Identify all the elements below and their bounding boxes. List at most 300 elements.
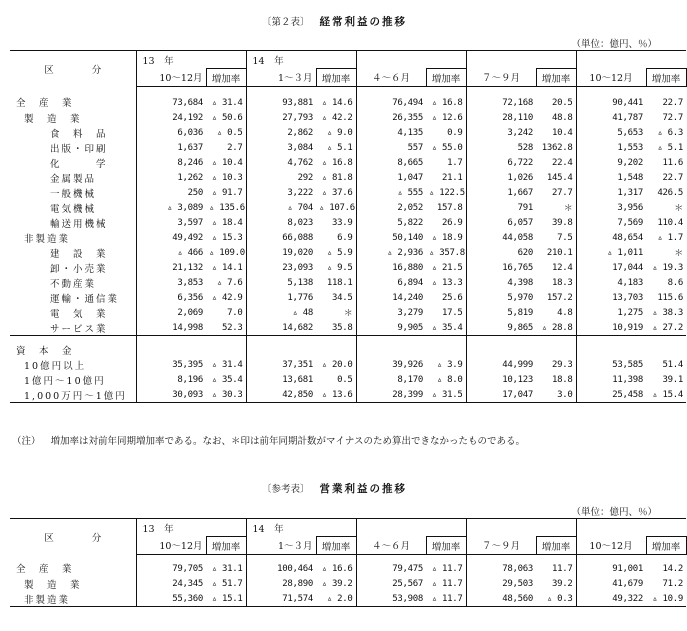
col1-year: 13 年 — [136, 519, 206, 537]
rate-cell: ＊ — [674, 249, 683, 259]
ref-title: 営業利益の推移 — [319, 483, 407, 495]
value-cell: ▵ 2,936 — [356, 245, 426, 260]
value-cell: 13,681 — [246, 372, 316, 387]
rate-cell: ▵ 107.6 — [319, 202, 355, 213]
value-cell: 76,494 — [356, 87, 426, 111]
rate-cell: ▵ 0.5 — [216, 127, 243, 138]
row-label: 化 学 — [50, 158, 108, 170]
value-cell: 1,047 — [356, 170, 426, 185]
rate-cell: 8.6 — [667, 277, 683, 288]
value-cell: 17,047 — [466, 387, 536, 403]
rate-header: 増加率 — [206, 537, 246, 555]
value-cell: 48,560 — [466, 591, 536, 607]
value-cell: 3,279 — [356, 305, 426, 320]
rate-cell: ▵ 11.7 — [426, 591, 466, 607]
rate-cell: ▵ 12.6 — [431, 112, 463, 123]
row-label: 製 造 業 — [24, 113, 82, 125]
value-cell: 9,202 — [576, 155, 646, 170]
value-cell: 1,275 — [576, 305, 646, 320]
col3-period: ４～６月 — [356, 69, 426, 87]
row-label: 全 産 業 — [16, 564, 74, 576]
value-cell: 90,441 — [576, 87, 646, 111]
value-cell: 14,682 — [246, 320, 316, 336]
row-label: 輸送用機械 — [50, 218, 108, 230]
rate-cell: ▵ 9.5 — [326, 262, 353, 273]
rate-cell: 22.4 — [552, 157, 573, 168]
rate-cell: 29.3 — [552, 359, 573, 370]
value-cell: 6,722 — [466, 155, 536, 170]
rate-cell: ▵ 15.1 — [206, 591, 246, 607]
rate-cell: 6.9 — [337, 232, 353, 243]
rate-cell: ▵ 1.7 — [657, 232, 683, 243]
value-cell: 4,183 — [576, 275, 646, 290]
rate-cell: ▵ 35.4 — [211, 374, 243, 385]
value-cell: 620 — [466, 245, 536, 260]
rate-cell: ▵ 28.8 — [541, 322, 573, 333]
col2-period: 1～３月 — [246, 69, 316, 87]
ref-tag: 〔参考表〕 — [261, 484, 310, 495]
row-label: 電気機械 — [50, 203, 97, 215]
note-text: 増加率は対前年同期増加率である。なお、＊印は前年同期計数がマイナスのため算出できなかったものである。 — [50, 436, 525, 447]
value-cell: 41,679 — [576, 576, 646, 591]
rate-cell: ▵ 135.6 — [209, 202, 245, 213]
value-cell: 3,956 — [576, 200, 646, 215]
table-row — [10, 372, 686, 387]
value-cell: 11,398 — [576, 372, 646, 387]
value-cell: 79,475 — [356, 555, 426, 577]
table-row — [10, 215, 686, 230]
rate-header: 増加率 — [536, 69, 576, 87]
value-cell: 24,345 — [136, 576, 206, 591]
value-cell: ▵ 466 — [136, 245, 206, 260]
value-cell: 53,585 — [576, 357, 646, 372]
rate-cell: 145.4 — [546, 172, 573, 183]
rate-cell: ▵ 11.7 — [431, 578, 463, 589]
rate-cell: 1.7 — [447, 157, 463, 168]
rate-cell: 11.6 — [662, 157, 683, 168]
rate-cell: 71.2 — [662, 578, 683, 589]
value-cell: 53,908 — [356, 591, 426, 607]
rate-cell: ▵ 51.7 — [211, 578, 243, 589]
value-cell: 8,023 — [246, 215, 316, 230]
rate-header: 増加率 — [316, 69, 356, 87]
rate-cell: ▵ 35.4 — [431, 322, 463, 333]
rate-header: 増加率 — [536, 537, 576, 555]
table2-note — [12, 433, 535, 447]
rate-cell: 157.2 — [546, 292, 573, 303]
ref-unit: （単位：億円、％） — [571, 507, 657, 518]
rate-header: 増加率 — [316, 537, 356, 555]
rate-cell: 48.8 — [552, 112, 573, 123]
rate-header: 増加率 — [426, 537, 466, 555]
rate-cell: 110.4 — [657, 217, 683, 228]
table-row — [10, 320, 686, 336]
row-label: 卸・小売業 — [50, 263, 108, 275]
rate-cell: ▵ 8.0 — [436, 374, 463, 385]
table-row — [10, 576, 686, 591]
rate-cell: 0.9 — [447, 127, 463, 138]
rate-cell: 22.7 — [662, 97, 683, 108]
value-cell: 71,574 — [246, 591, 316, 607]
table-row — [10, 305, 686, 320]
rate-cell: 0.5 — [337, 374, 353, 385]
rate-cell: 3.0 — [536, 387, 576, 403]
value-cell: ▵ 555 — [356, 185, 426, 200]
table2-tag: 〔第２表〕 — [261, 17, 310, 28]
capital-label: 資 本 金 — [10, 336, 136, 358]
table2 — [10, 50, 687, 403]
value-cell: 49,492 — [136, 230, 206, 245]
value-cell: 9,865 — [466, 320, 536, 336]
value-cell: 35,395 — [136, 357, 206, 372]
value-cell: 3,597 — [136, 215, 206, 230]
value-cell: 16,765 — [466, 260, 536, 275]
rate-cell: ▵ 6.3 — [657, 127, 683, 138]
value-cell: 23,093 — [246, 260, 316, 275]
value-cell: 50,140 — [356, 230, 426, 245]
rate-cell: 51.4 — [662, 359, 683, 370]
value-cell: 21,132 — [136, 260, 206, 275]
table-row — [10, 357, 686, 372]
table-row — [10, 87, 686, 111]
row-label: 不動産業 — [50, 278, 97, 290]
table-row — [10, 555, 686, 577]
row-label: 建 設 業 — [50, 248, 108, 260]
col2-year: 14 年 — [246, 519, 316, 537]
col2-period: 1～３月 — [246, 537, 316, 555]
value-cell: 14,240 — [356, 290, 426, 305]
value-cell: 4,762 — [246, 155, 316, 170]
col3-period: ４～６月 — [356, 537, 426, 555]
rate-cell: ▵ 122.5 — [429, 187, 465, 198]
table-row — [10, 110, 686, 125]
rate-cell: ▵ 10.4 — [211, 157, 243, 168]
rate-cell: 52.3 — [222, 322, 243, 333]
rate-cell: ▵ 27.2 — [652, 322, 683, 333]
value-cell: 39,926 — [356, 357, 426, 372]
rate-cell: ▵ 14.1 — [211, 262, 243, 273]
row-label: 10億円以上 — [24, 360, 87, 372]
value-cell: 66,088 — [246, 230, 316, 245]
value-cell: 24,192 — [136, 110, 206, 125]
value-cell: 25,458 — [576, 387, 646, 403]
value-cell: 16,880 — [356, 260, 426, 275]
value-cell: 4,135 — [356, 125, 426, 140]
rate-cell: ▵ 20.0 — [321, 359, 353, 370]
rate-cell: 426.5 — [657, 187, 683, 198]
rate-cell: ＊ — [674, 204, 683, 214]
ref-title-block — [0, 481, 669, 496]
rate-header: 増加率 — [646, 537, 686, 555]
rate-cell: ▵ 15.4 — [646, 387, 686, 403]
value-cell: 55,360 — [136, 591, 206, 607]
value-cell: 7,569 — [576, 215, 646, 230]
table-row — [10, 125, 686, 140]
value-cell: 4,398 — [466, 275, 536, 290]
rate-cell: ▵ 18.9 — [431, 232, 463, 243]
rate-cell: ▵ 10.3 — [211, 172, 243, 183]
value-cell: 42,850 — [246, 387, 316, 403]
value-cell: 6,894 — [356, 275, 426, 290]
table-row — [10, 170, 686, 185]
value-cell: 8,196 — [136, 372, 206, 387]
value-cell: 8,665 — [356, 155, 426, 170]
value-cell: 1,262 — [136, 170, 206, 185]
value-cell: 5,653 — [576, 125, 646, 140]
rate-cell: ▵ 50.6 — [211, 112, 243, 123]
rate-cell: 118.1 — [326, 277, 353, 288]
value-cell: 9,905 — [356, 320, 426, 336]
value-cell: 93,881 — [246, 87, 316, 111]
value-cell: 6,057 — [466, 215, 536, 230]
value-cell: 28,399 — [356, 387, 426, 403]
value-cell: 5,819 — [466, 305, 536, 320]
rate-cell: 7.5 — [557, 232, 573, 243]
table-row — [10, 200, 686, 215]
rate-cell: ▵ 91.7 — [211, 187, 243, 198]
value-cell: 5,970 — [466, 290, 536, 305]
rate-cell: ▵ 5.9 — [326, 247, 353, 258]
value-cell: 1,637 — [136, 140, 206, 155]
rate-cell: ▵ 18.4 — [211, 217, 243, 228]
value-cell: 8,170 — [356, 372, 426, 387]
rate-cell: 17.5 — [442, 307, 463, 318]
rate-cell: ▵ 42.2 — [321, 112, 353, 123]
value-cell: 28,890 — [246, 576, 316, 591]
rate-cell: ▵ 3.9 — [436, 359, 463, 370]
rate-cell: 72.7 — [662, 112, 683, 123]
col1-period: 10～12月 — [136, 537, 206, 555]
rate-cell: 7.0 — [227, 307, 243, 318]
row-label: 非製造業 — [10, 591, 136, 607]
value-cell: 292 — [246, 170, 316, 185]
value-cell: 17,044 — [576, 260, 646, 275]
value-cell: 3,242 — [466, 125, 536, 140]
rate-cell: ▵ 21.5 — [431, 262, 463, 273]
rate-cell: 22.7 — [662, 172, 683, 183]
rate-cell: 34.5 — [332, 292, 353, 303]
rate-cell: 21.1 — [442, 172, 463, 183]
table-row — [10, 185, 686, 200]
value-cell: 19,020 — [246, 245, 316, 260]
table-row — [10, 275, 686, 290]
table-row — [10, 245, 686, 260]
value-cell: 44,999 — [466, 357, 536, 372]
table-row — [10, 387, 686, 403]
rate-cell: 11.7 — [552, 563, 573, 574]
value-cell: ▵ 1,011 — [576, 245, 646, 260]
rate-cell: ▵ 81.8 — [321, 172, 353, 183]
rate-cell: ▵ 15.3 — [211, 232, 243, 243]
rate-cell: ▵ 357.8 — [429, 247, 465, 258]
category-header: 区 分 — [10, 51, 136, 87]
rate-cell: 18.8 — [552, 374, 573, 385]
value-cell: 44,058 — [466, 230, 536, 245]
rate-cell: ▵ 55.0 — [431, 142, 463, 153]
row-label: 製 造 業 — [24, 579, 82, 591]
rate-cell: 4.8 — [557, 307, 573, 318]
table-row — [10, 155, 686, 170]
rate-cell: ▵ 5.1 — [326, 142, 353, 153]
value-cell: 78,063 — [466, 555, 536, 577]
rate-cell: ▵ 38.3 — [652, 307, 683, 318]
rate-cell: ▵ 13.3 — [431, 277, 463, 288]
rate-cell: 2.7 — [227, 142, 243, 153]
value-cell: 6,036 — [136, 125, 206, 140]
rate-cell: 25.6 — [442, 292, 463, 303]
col5-period: 10～12月 — [576, 537, 646, 555]
value-cell: 1,776 — [246, 290, 316, 305]
rate-cell: ▵ 11.7 — [431, 563, 463, 574]
rate-cell: ▵ 30.3 — [206, 387, 246, 403]
value-cell: 250 — [136, 185, 206, 200]
value-cell: 2,069 — [136, 305, 206, 320]
value-cell: 73,684 — [136, 87, 206, 111]
rate-cell: ▵ 109.0 — [209, 247, 245, 258]
value-cell: 30,093 — [136, 387, 206, 403]
rate-cell: ▵ 31.1 — [211, 563, 243, 574]
value-cell: 91,001 — [576, 555, 646, 577]
rate-cell: 18.3 — [552, 277, 573, 288]
rate-cell: ▵ 31.4 — [211, 97, 243, 108]
rate-cell: 12.4 — [552, 262, 573, 273]
row-label: 運輸・通信業 — [50, 293, 120, 305]
value-cell: 41,787 — [576, 110, 646, 125]
value-cell: 100,464 — [246, 555, 316, 577]
row-label: 全 産 業 — [16, 98, 74, 110]
value-cell: 1,553 — [576, 140, 646, 155]
rate-cell: ▵ 0.3 — [536, 591, 576, 607]
value-cell: 6,356 — [136, 290, 206, 305]
value-cell: 10,919 — [576, 320, 646, 336]
rate-cell: ▵ 37.6 — [321, 187, 353, 198]
rate-cell: ▵ 2.0 — [316, 591, 356, 607]
rate-cell: ▵ 16.8 — [321, 157, 353, 168]
rate-cell: ▵ 19.3 — [652, 262, 683, 273]
table2-title-block — [0, 14, 669, 29]
value-cell: 72,168 — [466, 87, 536, 111]
value-cell: 3,084 — [246, 140, 316, 155]
value-cell: 14,998 — [136, 320, 206, 336]
rate-cell: 20.5 — [552, 97, 573, 108]
rate-cell: ▵ 31.5 — [426, 387, 466, 403]
value-cell: 1,317 — [576, 185, 646, 200]
table-row — [10, 140, 686, 155]
rate-cell: ▵ 42.9 — [211, 292, 243, 303]
value-cell: ▵ 3,089 — [136, 200, 206, 215]
value-cell: 29,503 — [466, 576, 536, 591]
col4-period: ７～９月 — [466, 69, 536, 87]
value-cell: 1,667 — [466, 185, 536, 200]
row-label: 1,000万円～1億円 — [10, 387, 136, 403]
value-cell: 5,138 — [246, 275, 316, 290]
table-row — [10, 591, 686, 607]
rate-cell: ▵ 9.0 — [326, 127, 353, 138]
table2-title: 経常利益の推移 — [319, 16, 407, 28]
rate-header: 増加率 — [206, 69, 246, 87]
table-row — [10, 230, 686, 245]
col4-period: ７～９月 — [466, 537, 536, 555]
row-label: 1億円～10億円 — [24, 375, 106, 387]
value-cell: 528 — [466, 140, 536, 155]
value-cell: ▵ 704 — [246, 200, 316, 215]
value-cell: 26,355 — [356, 110, 426, 125]
rate-cell: 14.2 — [662, 563, 683, 574]
note-label: （注） — [12, 436, 41, 447]
value-cell: 1,026 — [466, 170, 536, 185]
rate-cell: ▵ 14.6 — [321, 97, 353, 108]
value-cell: 49,322 — [576, 591, 646, 607]
value-cell: 557 — [356, 140, 426, 155]
rate-cell: ▵ 16.6 — [321, 563, 353, 574]
table-row — [10, 260, 686, 275]
value-cell: 8,246 — [136, 155, 206, 170]
value-cell: 2,052 — [356, 200, 426, 215]
value-cell: 1,548 — [576, 170, 646, 185]
value-cell: 27,793 — [246, 110, 316, 125]
value-cell: 3,222 — [246, 185, 316, 200]
rate-cell: 1362.8 — [541, 142, 573, 153]
value-cell: 10,123 — [466, 372, 536, 387]
value-cell: ▵ 48 — [246, 305, 316, 320]
value-cell: 37,351 — [246, 357, 316, 372]
rate-cell: 210.1 — [546, 247, 573, 258]
rate-cell: 35.8 — [332, 322, 353, 333]
col2-year: 14 年 — [246, 51, 316, 69]
rate-cell: ＊ — [563, 204, 573, 214]
row-label: 出版・印刷 — [50, 143, 108, 155]
row-label: 非製造業 — [24, 233, 71, 245]
rate-cell: 10.4 — [552, 127, 573, 138]
value-cell: 48,654 — [576, 230, 646, 245]
capital-section-row — [10, 336, 686, 358]
value-cell: 791 — [466, 200, 536, 215]
rate-cell: 26.9 — [442, 217, 463, 228]
value-cell: 79,705 — [136, 555, 206, 577]
rate-cell: 39.8 — [552, 217, 573, 228]
col1-year: 13 年 — [136, 51, 206, 69]
rate-cell: ▵ 7.6 — [216, 277, 243, 288]
rate-cell: ▵ 16.8 — [431, 97, 463, 108]
col5-period: 10～12月 — [576, 69, 646, 87]
rate-cell: 39.2 — [552, 578, 573, 589]
rate-cell: ▵ 10.9 — [646, 591, 686, 607]
row-label: 一般機械 — [50, 188, 97, 200]
rate-cell: 33.9 — [332, 217, 353, 228]
value-cell: 13,703 — [576, 290, 646, 305]
rate-cell: 27.7 — [552, 187, 573, 198]
rate-cell: ▵ 31.4 — [211, 359, 243, 370]
rate-cell: ▵ 13.6 — [316, 387, 356, 403]
rate-cell: 157.8 — [436, 202, 463, 213]
rate-cell: ▵ 5.1 — [657, 142, 683, 153]
category-header: 区 分 — [10, 519, 136, 555]
rate-header: 増加率 — [426, 69, 466, 87]
ref-table — [10, 518, 687, 607]
rate-cell: ＊ — [343, 309, 353, 319]
value-cell: 3,853 — [136, 275, 206, 290]
rate-cell: 115.6 — [657, 292, 683, 303]
table-row — [10, 290, 686, 305]
row-label: 食 料 品 — [50, 128, 108, 140]
value-cell: 2,862 — [246, 125, 316, 140]
row-label: 電 気 業 — [50, 308, 108, 320]
rate-cell: ▵ 39.2 — [321, 578, 353, 589]
col1-period: 10～12月 — [136, 69, 206, 87]
value-cell: 28,110 — [466, 110, 536, 125]
value-cell: 25,567 — [356, 576, 426, 591]
row-label: 金属製品 — [50, 173, 97, 185]
